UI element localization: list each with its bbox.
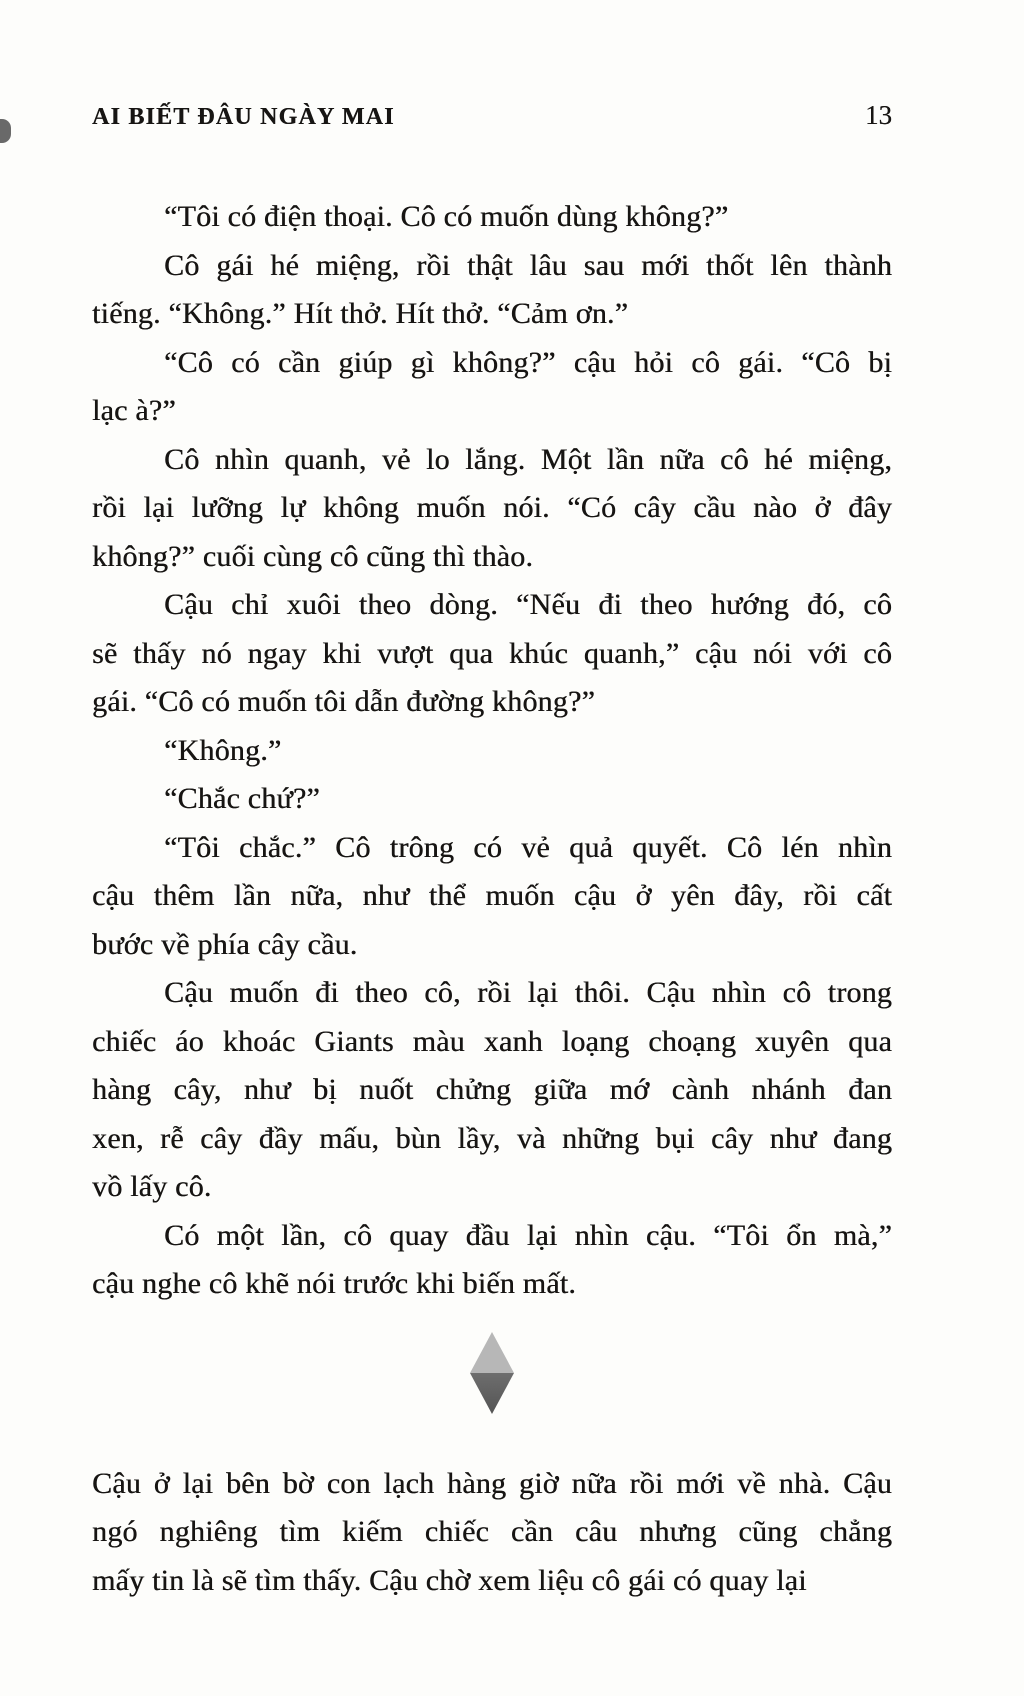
scan-ink-artifact [0, 119, 11, 143]
text-line: “Chắc chứ?” [164, 782, 320, 815]
text-line: Cậu muốn đi theo cô, rồi lại thôi. Cậu nhìn cô trong [164, 976, 892, 1009]
text-line: ngó nghiêng tìm kiếm chiếc cần câu nhưng cũng chẳng [92, 1515, 892, 1548]
text-line: cậu thêm lần nữa, như thể muốn cậu ở yên đây, rồi cất [92, 879, 892, 912]
text-line: không?” cuối cùng cô cũng thì thào. [92, 539, 534, 573]
text-line: “Cô có cần giúp gì không?” cậu hỏi cô gái. “Cô bị [164, 345, 892, 379]
scene-break-ornament [469, 1332, 515, 1414]
text-line: Cậu ở lại bên bờ con lạch hàng giờ nữa rồi mới về nhà. Cậu [92, 1466, 892, 1500]
text-line: mấy tin là sẽ tìm thấy. Cậu chờ xem liệu cô gái có quay lại [92, 1563, 807, 1597]
diamond-ornament-icon [469, 1332, 515, 1414]
text-line: “Tôi có điện thoại. Cô có muốn dùng không?” [164, 200, 729, 233]
text-line: Có một lần, cô quay đầu lại nhìn cậu. “Tôi ổn mà,” [164, 1218, 892, 1252]
text-line: Cô nhìn quanh, vẻ lo lắng. Một lần nữa cô hé miệng, [164, 442, 892, 476]
text-line: sẽ thấy nó ngay khi vượt qua khúc quanh,” cậu nói với cô [92, 636, 892, 670]
paragraph [92, 581, 892, 727]
text-line: hàng cây, như bị nuốt chửng giữa mớ cành nhánh đan [92, 1073, 892, 1106]
paragraph-group-top [92, 193, 892, 1309]
paragraph-group-bottom [92, 1460, 892, 1606]
paragraph [92, 193, 892, 242]
text-line: xen, rễ cây đầy mấu, bùn lầy, và những bụi cây như đang [92, 1121, 892, 1155]
page-body [92, 193, 892, 1605]
paragraph [92, 339, 892, 436]
text-line: cậu nghe cô khẽ nói trước khi biến mất. [92, 1267, 576, 1300]
paragraph [92, 969, 892, 1212]
paragraph [92, 775, 892, 824]
text-line: rồi lại lưỡng lự không muốn nói. “Có cây cầu nào ở đây [92, 491, 892, 524]
running-header [92, 100, 892, 131]
text-line: bước về phía cây cầu. [92, 927, 358, 961]
paragraph [92, 242, 892, 339]
running-header-title: AI BIẾT ĐÂU NGÀY MAI [92, 104, 395, 130]
paragraph [92, 436, 892, 582]
text-line: “Tôi chắc.” Cô trông có vẻ quả quyết. Cô lén nhìn [164, 830, 892, 864]
text-line: tiếng. “Không.” Hít thở. Hít thở. “Cảm ơn.” [92, 297, 629, 330]
text-line: chiếc áo khoác Giants màu xanh loạng choạng xuyên qua [92, 1024, 892, 1058]
text-line: lạc à?” [92, 394, 176, 427]
page-number: 13 [865, 100, 892, 130]
text-line: Cô gái hé miệng, rồi thật lâu sau mới thốt lên thành [164, 248, 892, 282]
paragraph [92, 1212, 892, 1309]
paragraph [92, 727, 892, 776]
text-line: vồ lấy cô. [92, 1170, 212, 1203]
text-line: “Không.” [164, 733, 282, 767]
text-line: Cậu chỉ xuôi theo dòng. “Nếu đi theo hướng đó, cô [164, 588, 892, 621]
paragraph [92, 1460, 892, 1606]
paragraph [92, 824, 892, 970]
text-line: gái. “Cô có muốn tôi dẫn đường không?” [92, 685, 595, 718]
